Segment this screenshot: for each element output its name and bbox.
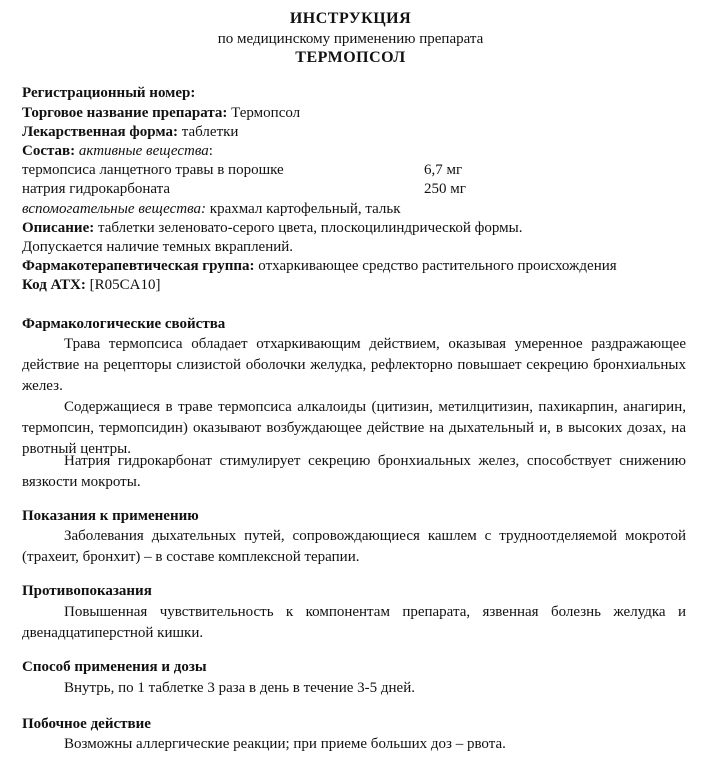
document-title: ИНСТРУКЦИЯ <box>289 10 412 27</box>
contraindications-text: Повышенная чувствительность к компонентам препарата, язвенная болезнь желудка и двенадцатиперстной кишки. <box>22 604 686 641</box>
atc-code-value: [R05CA10] <box>85 277 161 293</box>
pharm-group-value: отхаркивающее средство растительного происхождения <box>254 258 617 274</box>
excipients-label: вспомогательные вещества: <box>22 201 207 217</box>
ingredient-name: термопсиса ланцетного травы в порошке <box>22 162 284 178</box>
pharmacology-paragraph: Содержащиеся в траве термопсиса алкалоиды (цитизин, метилцитизин, пахикарпин, анагирин, термопсин, термопсидин) оказывают возбуждающее действие на дыхательный и, в высоких дозах, на рвотный центры. <box>22 399 686 457</box>
ingredient-dose: 6,7 мг <box>424 162 463 178</box>
atc-code-label: Код АТХ: <box>22 277 86 293</box>
description-line-2: Допускается наличие темных вкраплений. <box>22 239 294 255</box>
description-value: таблетки зеленовато-серого цвета, плоскоцилиндрической формы. <box>94 220 523 236</box>
document-subtitle: по медицинскому применению препарата <box>217 31 484 47</box>
dosage-form-row <box>22 124 692 141</box>
trade-name-row <box>22 105 692 122</box>
excipients-value: крахмал картофельный, тальк <box>206 201 401 217</box>
dosage-heading: Способ применения и дозы <box>22 659 207 675</box>
pharm-group-label: Фармакотерапевтическая группа: <box>22 258 255 274</box>
indications-heading: Показания к применению <box>22 508 199 524</box>
description-row <box>22 220 692 237</box>
drug-name: ТЕРМОПСОЛ <box>295 49 406 66</box>
registration-number-row <box>22 85 692 102</box>
trade-name-label: Торговое название препарата: <box>22 105 228 121</box>
composition-label: Состав: <box>22 143 76 159</box>
pharmacology-paragraph: Натрия гидрокарбонат стимулирует секрецию бронхиальных желез, способствует снижению вязкости мокроты. <box>22 453 686 490</box>
dosage-form-value: таблетки <box>178 124 239 140</box>
atc-code-row <box>22 277 692 294</box>
excipients-row <box>22 201 692 218</box>
composition-row <box>22 143 692 160</box>
pharmacology-heading: Фармакологические свойства <box>22 316 226 332</box>
trade-name-value: Термопсол <box>227 105 301 121</box>
active-substances-label: активные вещества <box>75 143 209 159</box>
side-effects-text: Возможны аллергические реакции; при приеме больших доз – рвота. <box>64 736 506 752</box>
pharmacology-paragraph: Трава термопсиса обладает отхаркивающим действием, оказывая умеренное раздражающее действие на рецепторы слизистой оболочки желудка, рефлекторно повышает секрецию бронхиальных желез. <box>22 336 686 394</box>
pharm-group-row <box>22 258 692 275</box>
ingredient-name: натрия гидрокарбоната <box>22 181 171 197</box>
indications-text: Заболевания дыхательных путей, сопровождающиеся кашлем с трудноотделяемой мокротой (трахеит, бронхит) – в составе комплексной терапии. <box>22 528 686 565</box>
active-substances-colon: : <box>208 143 213 159</box>
ingredient-dose: 250 мг <box>424 181 466 197</box>
dosage-text: Внутрь, по 1 таблетке 3 раза в день в течение 3-5 дней. <box>64 680 415 696</box>
description-label: Описание: <box>22 220 95 236</box>
contraindications-heading: Противопоказания <box>22 583 152 599</box>
registration-number-label: Регистрационный номер: <box>22 85 196 101</box>
side-effects-heading: Побочное действие <box>22 716 151 732</box>
dosage-form-label: Лекарственная форма: <box>22 124 179 140</box>
